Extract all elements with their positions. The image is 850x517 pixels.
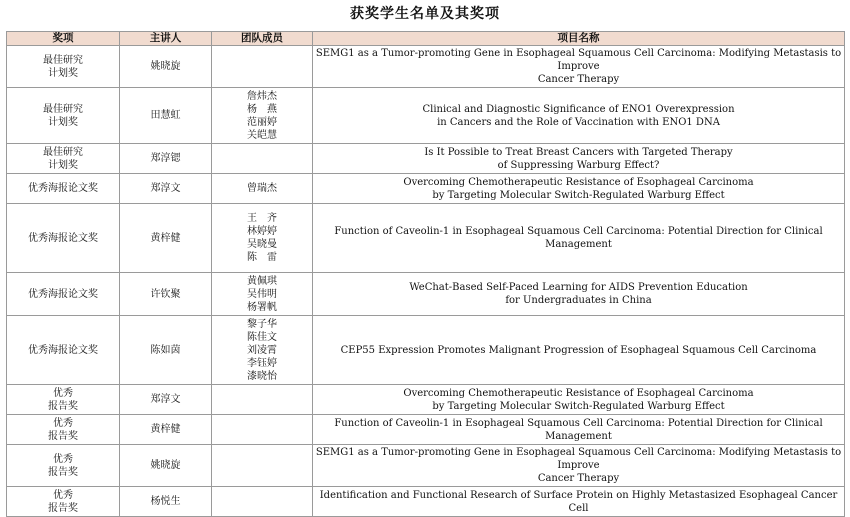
speaker-cell: 姚晓旋 [120, 445, 212, 487]
project-cell: Is It Possible to Treat Breast Cancers with Targeted Therapy of Suppressing Warburg Effect? [313, 144, 845, 174]
speaker-cell: 郑淳锶 [120, 144, 212, 174]
awards-table [6, 31, 845, 517]
award-cell: 最佳研究 计划奖 [7, 88, 120, 144]
speaker-cell: 郑淳文 [120, 174, 212, 204]
award-cell: 优秀海报论文奖 [7, 273, 120, 316]
members-cell [212, 487, 313, 517]
project-cell: WeChat-Based Self-Paced Learning for AIDS Prevention Education for Undergraduates in China [313, 273, 845, 316]
speaker-cell: 姚晓旋 [120, 46, 212, 88]
members-cell: 王 齐 林婷婷 吴晓曼 陈 雷 [212, 204, 313, 273]
members-cell: 詹炜杰 杨 燕 范丽婷 关皑慧 [212, 88, 313, 144]
award-cell: 最佳研究 计划奖 [7, 46, 120, 88]
table-row [7, 385, 845, 415]
table-row [7, 144, 845, 174]
speaker-cell: 陈如茵 [120, 316, 212, 385]
speaker-cell: 许钦聚 [120, 273, 212, 316]
speaker-cell: 杨悦生 [120, 487, 212, 517]
table-row [7, 445, 845, 487]
header-members: 团队成员 [212, 32, 313, 46]
project-cell: Identification and Functional Research of Surface Protein on Highly Metastasized Esophageal Cancer Cell [313, 487, 845, 517]
table-row [7, 46, 845, 88]
project-cell: SEMG1 as a Tumor-promoting Gene in Esophageal Squamous Cell Carcinoma: Modifying Metastasis to Improve Cancer Therapy [313, 46, 845, 88]
award-cell: 优秀 报告奖 [7, 385, 120, 415]
speaker-cell: 黄梓健 [120, 415, 212, 445]
header-award: 奖项 [7, 32, 120, 46]
table-row [7, 174, 845, 204]
project-cell: Clinical and Diagnostic Significance of ENO1 Overexpression in Cancers and the Role of Vaccination with ENO1 DNA [313, 88, 845, 144]
table-row [7, 273, 845, 316]
members-cell [212, 385, 313, 415]
members-cell: 黄佩琪 吴伟明 杨署帆 [212, 273, 313, 316]
award-cell: 优秀海报论文奖 [7, 316, 120, 385]
award-cell: 优秀海报论文奖 [7, 204, 120, 273]
award-cell: 优秀 报告奖 [7, 487, 120, 517]
award-cell: 优秀 报告奖 [7, 415, 120, 445]
members-cell: 黎子华 陈佳文 刘凌霄 李钰婷 漆晓怡 [212, 316, 313, 385]
speaker-cell: 黄梓健 [120, 204, 212, 273]
members-cell: 曾瑞杰 [212, 174, 313, 204]
award-cell: 最佳研究 计划奖 [7, 144, 120, 174]
speaker-cell: 田慧虹 [120, 88, 212, 144]
project-cell: Function of Caveolin-1 in Esophageal Squamous Cell Carcinoma: Potential Direction for Clinical Management [313, 415, 845, 445]
speaker-cell: 郑淳文 [120, 385, 212, 415]
header-project: 项目名称 [313, 32, 845, 46]
project-cell: Overcoming Chemotherapeutic Resistance of Esophageal Carcinoma by Targeting Molecular Switch-Regulated Warburg Effect [313, 174, 845, 204]
project-cell: SEMG1 as a Tumor-promoting Gene in Esophageal Squamous Cell Carcinoma: Modifying Metastasis to Improve Cancer Therapy [313, 445, 845, 487]
members-cell [212, 445, 313, 487]
project-cell: Overcoming Chemotherapeutic Resistance of Esophageal Carcinoma by Targeting Molecular Switch-Regulated Warburg Effect [313, 385, 845, 415]
header-row [7, 32, 845, 46]
project-cell: Function of Caveolin-1 in Esophageal Squamous Cell Carcinoma: Potential Direction for Clinical Management [313, 204, 845, 273]
table-row [7, 88, 845, 144]
page-title: 获奖学生名单及其奖项 [350, 6, 500, 22]
members-cell [212, 46, 313, 88]
header-speaker: 主讲人 [120, 32, 212, 46]
award-cell: 优秀 报告奖 [7, 445, 120, 487]
award-cell: 优秀海报论文奖 [7, 174, 120, 204]
table-row [7, 204, 845, 273]
table-row [7, 487, 845, 517]
members-cell [212, 415, 313, 445]
table-row [7, 316, 845, 385]
project-cell: CEP55 Expression Promotes Malignant Progression of Esophageal Squamous Cell Carcinoma [313, 316, 845, 385]
table-row [7, 415, 845, 445]
members-cell [212, 144, 313, 174]
